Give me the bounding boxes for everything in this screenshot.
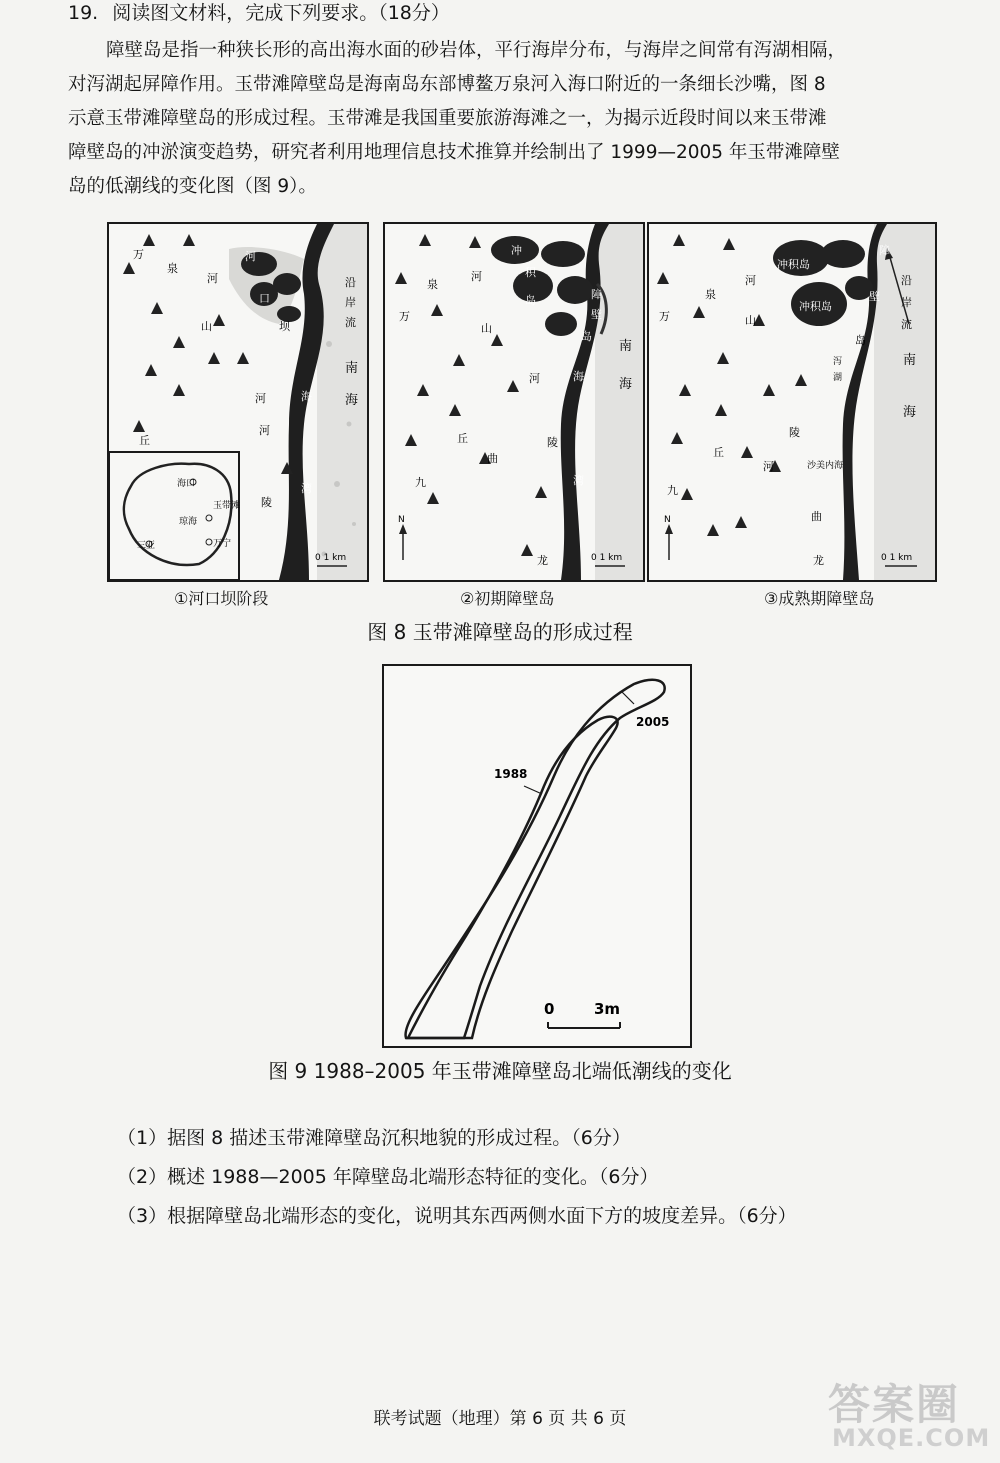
map-label: 河 <box>471 270 482 283</box>
subquestion-1: （1）据图 8 描述玉带滩障壁岛沉积地貌的形成过程。（6分） <box>117 1127 631 1149</box>
map-label: 流 <box>345 316 356 329</box>
map-label: 龙 <box>813 554 824 567</box>
map-label: 泉 <box>705 288 716 301</box>
map-label: 河 <box>259 424 270 437</box>
panel-caption-2: ②初期障壁岛 <box>460 589 555 608</box>
map-panel-3-drawing <box>649 224 935 580</box>
low-tide-line-2005 <box>406 680 665 1038</box>
figure8-caption: 图 8 玉带滩障壁岛的形成过程 <box>367 620 633 644</box>
paragraph-line: 障壁岛是指一种狭长形的高出海水面的砂岩体，平行海岸分布，与海岸之间常有泻湖相隔， <box>106 40 847 61</box>
map-label: 泉 <box>427 278 438 291</box>
paragraph-line: 示意玉带滩障壁岛的形成过程。玉带滩是我国重要旅游海滩之一，为揭示近段时间以来玉带滩 <box>68 108 827 129</box>
map-label: 障 <box>879 244 890 257</box>
map-label: 山 <box>481 322 492 335</box>
map-panel-early-barrier-island <box>383 222 645 582</box>
label-2005: 2005 <box>636 715 670 729</box>
map-label: 冲积岛 <box>777 258 810 271</box>
map-label: 万 <box>659 310 670 323</box>
map-panel-1-drawing <box>109 224 367 580</box>
watermark-logo <box>818 1372 990 1456</box>
paragraph-line: 岛的低潮线的变化图（图 9）。 <box>68 176 317 197</box>
map-label: 海 <box>903 405 917 420</box>
question-instruction: 阅读图文材料，完成下列要求。（18分） <box>112 2 450 24</box>
watermark-text: 答案圈 <box>828 1380 961 1429</box>
inset-label: 万宁 <box>213 539 232 549</box>
map-label: 南 <box>345 361 359 376</box>
map-panel-river-mouth-bar <box>107 222 369 582</box>
question-header <box>68 0 450 26</box>
map-label: 九 <box>415 476 426 489</box>
scale-zero: 0 <box>544 1000 555 1018</box>
material-paragraph <box>68 34 978 204</box>
watermark-url: MXQE.COM <box>832 1424 991 1452</box>
map-label: 湖 <box>833 373 843 383</box>
inset-label: 海口 <box>177 479 196 489</box>
map-label: 口 <box>259 292 270 305</box>
map-label: 万 <box>399 310 410 323</box>
map-label: 南 <box>903 353 917 368</box>
map-label: 河 <box>529 372 540 385</box>
paragraph-line: 障壁岛的冲淤演变趋势，研究者利用地理信息技术推算并绘制出了 1999—2005 年玉带滩障壁 <box>68 142 840 163</box>
map-label: 壁 <box>869 290 880 303</box>
panel-caption-1: ①河口坝阶段 <box>174 589 269 608</box>
map-label: 河 <box>245 250 256 263</box>
map-label: 河 <box>763 460 774 473</box>
page-footer: 联考试题（地理）第 6 页 共 6 页 <box>373 1409 627 1429</box>
map-panel-mature-barrier-island <box>647 222 937 582</box>
map-label: 海 <box>301 390 312 403</box>
map-label: 海 <box>345 393 359 408</box>
map-label: 障 <box>591 288 602 301</box>
map-label: 壁 <box>591 308 602 321</box>
map-label: 泉 <box>167 262 178 275</box>
scale-end: 3m <box>594 1000 621 1018</box>
map-label: 河 <box>745 274 756 287</box>
map-label: 河 <box>207 272 218 285</box>
inset-label: 琼海 <box>179 517 198 527</box>
map-label: 丘 <box>457 432 468 445</box>
map-label: 龙 <box>537 554 548 567</box>
map-label: 岛 <box>855 334 866 347</box>
map-label: 丘 <box>139 434 150 447</box>
north-label: N <box>664 515 671 525</box>
map-label: 流 <box>901 318 912 331</box>
map-label: 海 <box>573 370 584 383</box>
map-label: 沿 <box>901 274 912 287</box>
map-label: 积 <box>525 266 536 279</box>
map-label: 岛 <box>525 294 536 307</box>
map-label: 沙美内海 <box>807 461 844 471</box>
figure9-frame <box>382 664 692 1048</box>
map-label: 坝 <box>279 320 290 333</box>
figure9-drawing <box>384 666 686 1042</box>
map-label: 山 <box>745 314 756 327</box>
map-label: 南 <box>619 339 633 354</box>
panel-caption-3: ③成熟期障壁岛 <box>764 589 875 608</box>
question-number: 19. <box>68 2 99 24</box>
map-label: 湾 <box>573 474 584 487</box>
scale-bar-label: 0 1 km <box>591 553 623 563</box>
map-label: 岸 <box>345 296 356 309</box>
map-label: 陵 <box>547 436 558 449</box>
figure8-maps <box>107 222 937 580</box>
scale-bar-label: 0 1 km <box>881 553 913 563</box>
map-label: 曲 <box>811 510 822 523</box>
subquestion-3: （3）根据障壁岛北端形态的变化，说明其东西两侧水面下方的坡度差异。（6分） <box>117 1205 797 1227</box>
map-label: 岛 <box>581 330 592 343</box>
map-label: 冲积岛 <box>799 300 832 313</box>
map-label: 九 <box>667 484 678 497</box>
label-1988: 1988 <box>494 767 528 781</box>
map-label: 河 <box>255 392 266 405</box>
map-label: 海 <box>619 377 633 392</box>
map-label: 岸 <box>901 296 912 309</box>
figure9-caption: 图 9 1988–2005 年玉带滩障壁岛北端低潮线的变化 <box>268 1059 732 1083</box>
paragraph-line: 对泻湖起屏障作用。玉带滩障壁岛是海南岛东部博鳌万泉河入海口附近的一条细长沙嘴，图 8 <box>68 74 826 95</box>
map-label: 山 <box>201 320 212 333</box>
map-panel-2-drawing <box>385 224 643 580</box>
north-label: N <box>398 515 405 525</box>
map-label: 陵 <box>789 426 800 439</box>
map-label: 陵 <box>261 496 272 509</box>
map-label: 丘 <box>713 446 724 459</box>
map-label: 冲 <box>511 244 522 257</box>
inset-label: 玉带滩 <box>213 501 241 511</box>
inset-label: 三亚 <box>137 541 156 551</box>
subquestion-2: （2）概述 1988—2005 年障壁岛北端形态特征的变化。（6分） <box>117 1166 659 1188</box>
map-label: 湾 <box>301 482 312 495</box>
map-label: 泻 <box>833 357 843 367</box>
map-label: 沿 <box>345 276 356 289</box>
map-label: 曲 <box>487 452 498 465</box>
map-label: 万 <box>133 248 144 261</box>
scale-bar-label: 0 1 km <box>315 553 347 563</box>
